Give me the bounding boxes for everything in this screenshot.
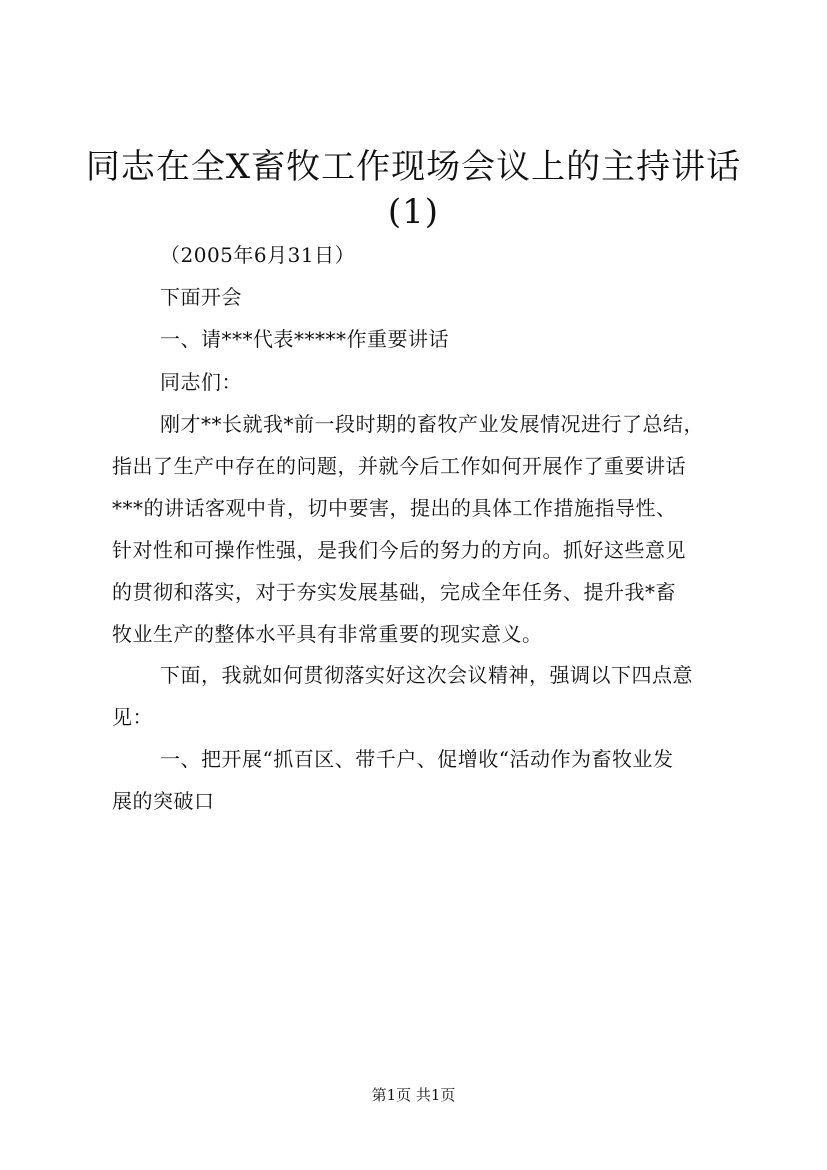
page-footer: 第1页 共1页 xyxy=(371,1086,456,1104)
paragraph-line: 同志们： xyxy=(160,370,242,394)
paragraph-line: ***的讲话客观中肯，切中要害，提出的具体工作措施指导性、 xyxy=(112,496,677,520)
paragraph-line: 指出了生产中存在的问题，并就今后工作如何开展作了重要讲话 xyxy=(112,454,686,478)
document-title: 同志在全X畜牧工作现场会议上的主持讲话 xyxy=(85,147,742,187)
document-title-suffix: (1) xyxy=(387,192,440,232)
paragraph-line: 展的突破口 xyxy=(112,789,215,813)
paragraph-line: 的贯彻和落实，对于夯实发展基础，完成全年任务、提升我*畜 xyxy=(112,580,676,604)
paragraph-line: 见： xyxy=(112,705,153,729)
paragraph-line: 牧业生产的整体水平具有非常重要的现实意义。 xyxy=(112,622,543,646)
paragraph-line: 一、请***代表*****作重要讲话 xyxy=(160,327,449,351)
paragraph-line: 下面，我就如何贯彻落实好这次会议精神，强调以下四点意 xyxy=(160,663,693,687)
paragraph-line: 一、把开展“抓百区、带千户、促增收“活动作为畜牧业发 xyxy=(160,747,674,771)
paragraph-line: 针对性和可操作性强，是我们今后的努力的方向。抓好这些意见 xyxy=(112,538,686,562)
date-line: （2005年6月31日） xyxy=(160,243,356,267)
paragraph-line: 刚才**长就我*前一段时期的畜牧产业发展情况进行了总结， xyxy=(160,412,704,436)
paragraph-line: 下面开会 xyxy=(160,285,242,309)
